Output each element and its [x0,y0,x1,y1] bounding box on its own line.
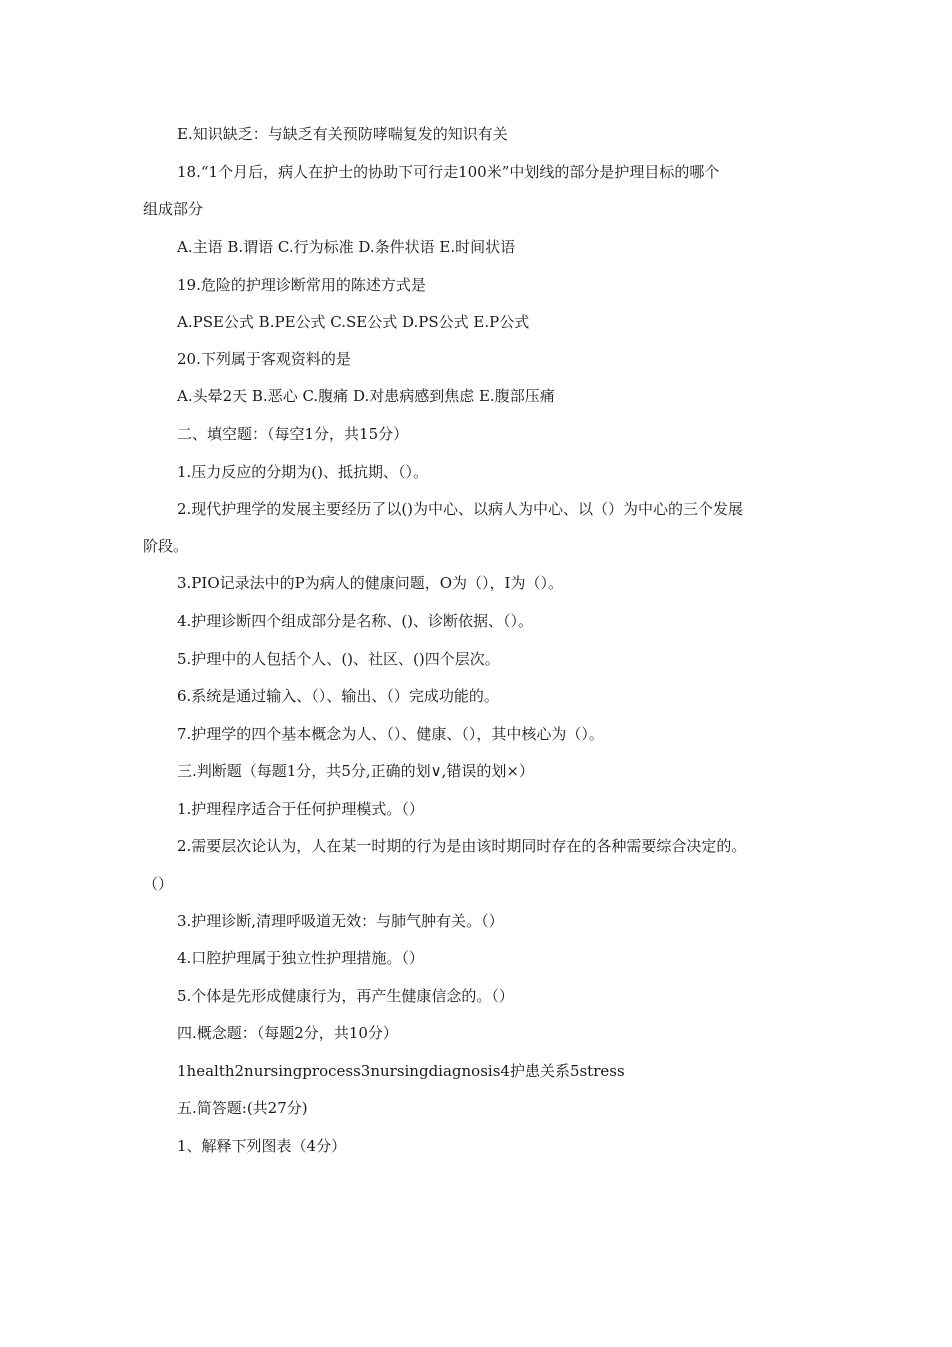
options-q18: A.主语 B.谓语 C.行为标准 D.条件状语 E.时间状语 [177,238,516,256]
fill-blank-2-continued: 阶段。 [143,537,189,555]
true-false-3: 3.护理诊断,清理呼吸道无效：与肺气肿有关。（） [177,912,504,930]
question-19: 19.危险的护理诊断常用的陈述方式是 [177,276,426,294]
true-false-2: 2.需要层次论认为，人在某一时期的行为是由该时期同时存在的各种需要综合决定的。 [177,837,747,855]
section-heading-true-false: 三.判断题（每题1分，共5分,正确的划∨,错误的划×） [177,762,534,780]
options-q19: A.PSE公式 B.PE公式 C.SE公式 D.PS公式 E.P公式 [177,313,530,331]
section-heading-short-answer: 五.简答题:(共27分) [177,1099,308,1117]
question-18-continued: 组成部分 [143,200,204,218]
fill-blank-7: 7.护理学的四个基本概念为人、（）、健康、（），其中核心为（）。 [177,725,604,743]
short-answer-1: 1、解释下列图表（4分） [177,1137,347,1155]
fill-blank-3: 3.PIO记录法中的P为病人的健康问题，O为（），I为（）。 [177,574,563,592]
true-false-5: 5.个体是先形成健康行为，再产生健康信念的。（） [177,987,514,1005]
fill-blank-5: 5.护理中的人包括个人、()、社区、()四个层次。 [177,650,500,668]
concept-terms: 1health2nursingprocess3nursingdiagnosis4护患关系5stress [177,1062,625,1080]
fill-blank-6: 6.系统是通过输入、（）、输出、（）完成功能的。 [177,687,499,705]
fill-blank-1: 1.压力反应的分期为()、抵抗期、（）。 [177,463,429,481]
true-false-1: 1.护理程序适合于任何护理模式。（） [177,800,424,818]
section-heading-concepts: 四.概念题：（每题2分，共10分） [177,1024,398,1042]
question-18: 18.“1个月后，病人在护士的协助下可行走100米”中划线的部分是护理目标的哪个 [177,163,720,181]
true-false-4: 4.口腔护理属于独立性护理措施。（） [177,949,424,967]
true-false-2-continued: （） [143,875,174,893]
option-e-q17: E.知识缺乏：与缺乏有关预防哮喘复发的知识有关 [177,125,508,143]
fill-blank-2: 2.现代护理学的发展主要经历了以()为中心、以病人为中心、以（）为中心的三个发展 [177,500,744,518]
question-20: 20.下列属于客观资料的是 [177,350,351,368]
options-q20: A.头晕2天 B.恶心 C.腹痛 D.对患病感到焦虑 E.腹部压痛 [177,387,555,405]
fill-blank-4: 4.护理诊断四个组成部分是名称、()、诊断依据、（）。 [177,612,534,630]
section-heading-fill-blank: 二、填空题：（每空1分，共15分） [177,425,409,443]
